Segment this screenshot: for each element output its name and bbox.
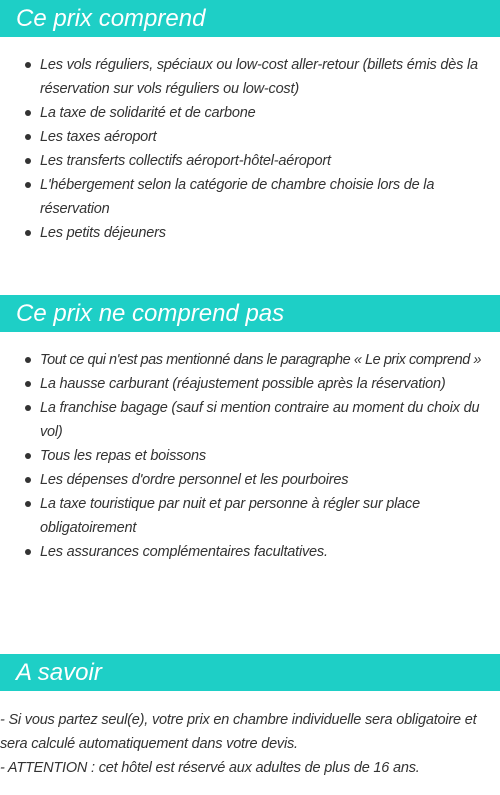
list-item (0, 173, 500, 221)
list-item-text: Les taxes aéroport (40, 129, 157, 145)
list-item (0, 492, 500, 540)
list-item (0, 149, 500, 173)
bullet-icon (25, 549, 31, 555)
list-item-text: Les dépenses d'ordre personnel et les pourboires (40, 472, 349, 488)
list-item-text: La franchise bagage (sauf si mention contraire au moment du choix du vol) (40, 400, 480, 440)
bullet-icon (25, 381, 31, 387)
list-item (0, 396, 500, 444)
bullet-icon (25, 158, 31, 164)
list-item-text: Les petits déjeuners (40, 225, 166, 241)
list-item-text: La hausse carburant (réajustement possible après la réservation) (40, 376, 446, 392)
list-item (0, 540, 500, 564)
section-title-not-included: Ce prix ne comprend pas (16, 300, 285, 327)
bullet-icon (25, 453, 31, 459)
info-note: - Si vous partez seul(e), votre prix en chambre individuelle sera obligatoire et sera calculé automatiquement dans votre devis. (0, 712, 477, 752)
list-item-text: La taxe touristique par nuit et par personne à régler sur place obligatoirement (40, 496, 420, 536)
list-item (0, 221, 500, 245)
bullet-icon (25, 501, 31, 507)
section-title-info: A savoir (16, 659, 102, 686)
section-title-included: Ce prix comprend (16, 5, 206, 32)
info-note: - ATTENTION : cet hôtel est réservé aux adultes de plus de 16 ans. (0, 760, 420, 776)
bullet-icon (25, 230, 31, 236)
list-item-text: Tous les repas et boissons (40, 448, 206, 464)
list-item-text: Tout ce qui n'est pas mentionné dans le paragraphe « Le prix comprend » (40, 352, 482, 368)
list-item (0, 372, 500, 396)
bullet-icon (25, 405, 31, 411)
list-item (0, 444, 500, 468)
list-item-text: Les assurances complémentaires facultatives. (40, 544, 328, 560)
bullet-icon (25, 62, 31, 68)
list-item (0, 53, 500, 101)
info-notes (0, 708, 500, 780)
section-header-not-included (0, 295, 500, 332)
bullet-icon (25, 357, 31, 363)
list-item-text: L'hébergement selon la catégorie de chambre choisie lors de la réservation (40, 177, 435, 217)
section-header-info (0, 654, 500, 691)
list-item (0, 125, 500, 149)
list-item (0, 468, 500, 492)
list-item-text: La taxe de solidarité et de carbone (40, 105, 256, 121)
section-header-included (0, 0, 500, 37)
bullet-icon (25, 182, 31, 188)
bullet-icon (25, 477, 31, 483)
list-item-text: Les vols réguliers, spéciaux ou low-cost aller-retour (billets émis dès la réservation sur vols réguliers ou low-cost) (40, 57, 478, 97)
list-item (0, 348, 500, 372)
list-item-text: Les transferts collectifs aéroport-hôtel-aéroport (40, 153, 331, 169)
bullet-icon (25, 110, 31, 116)
list-item (0, 101, 500, 125)
included-list (0, 53, 500, 245)
bullet-icon (25, 134, 31, 140)
not-included-list (0, 348, 500, 564)
